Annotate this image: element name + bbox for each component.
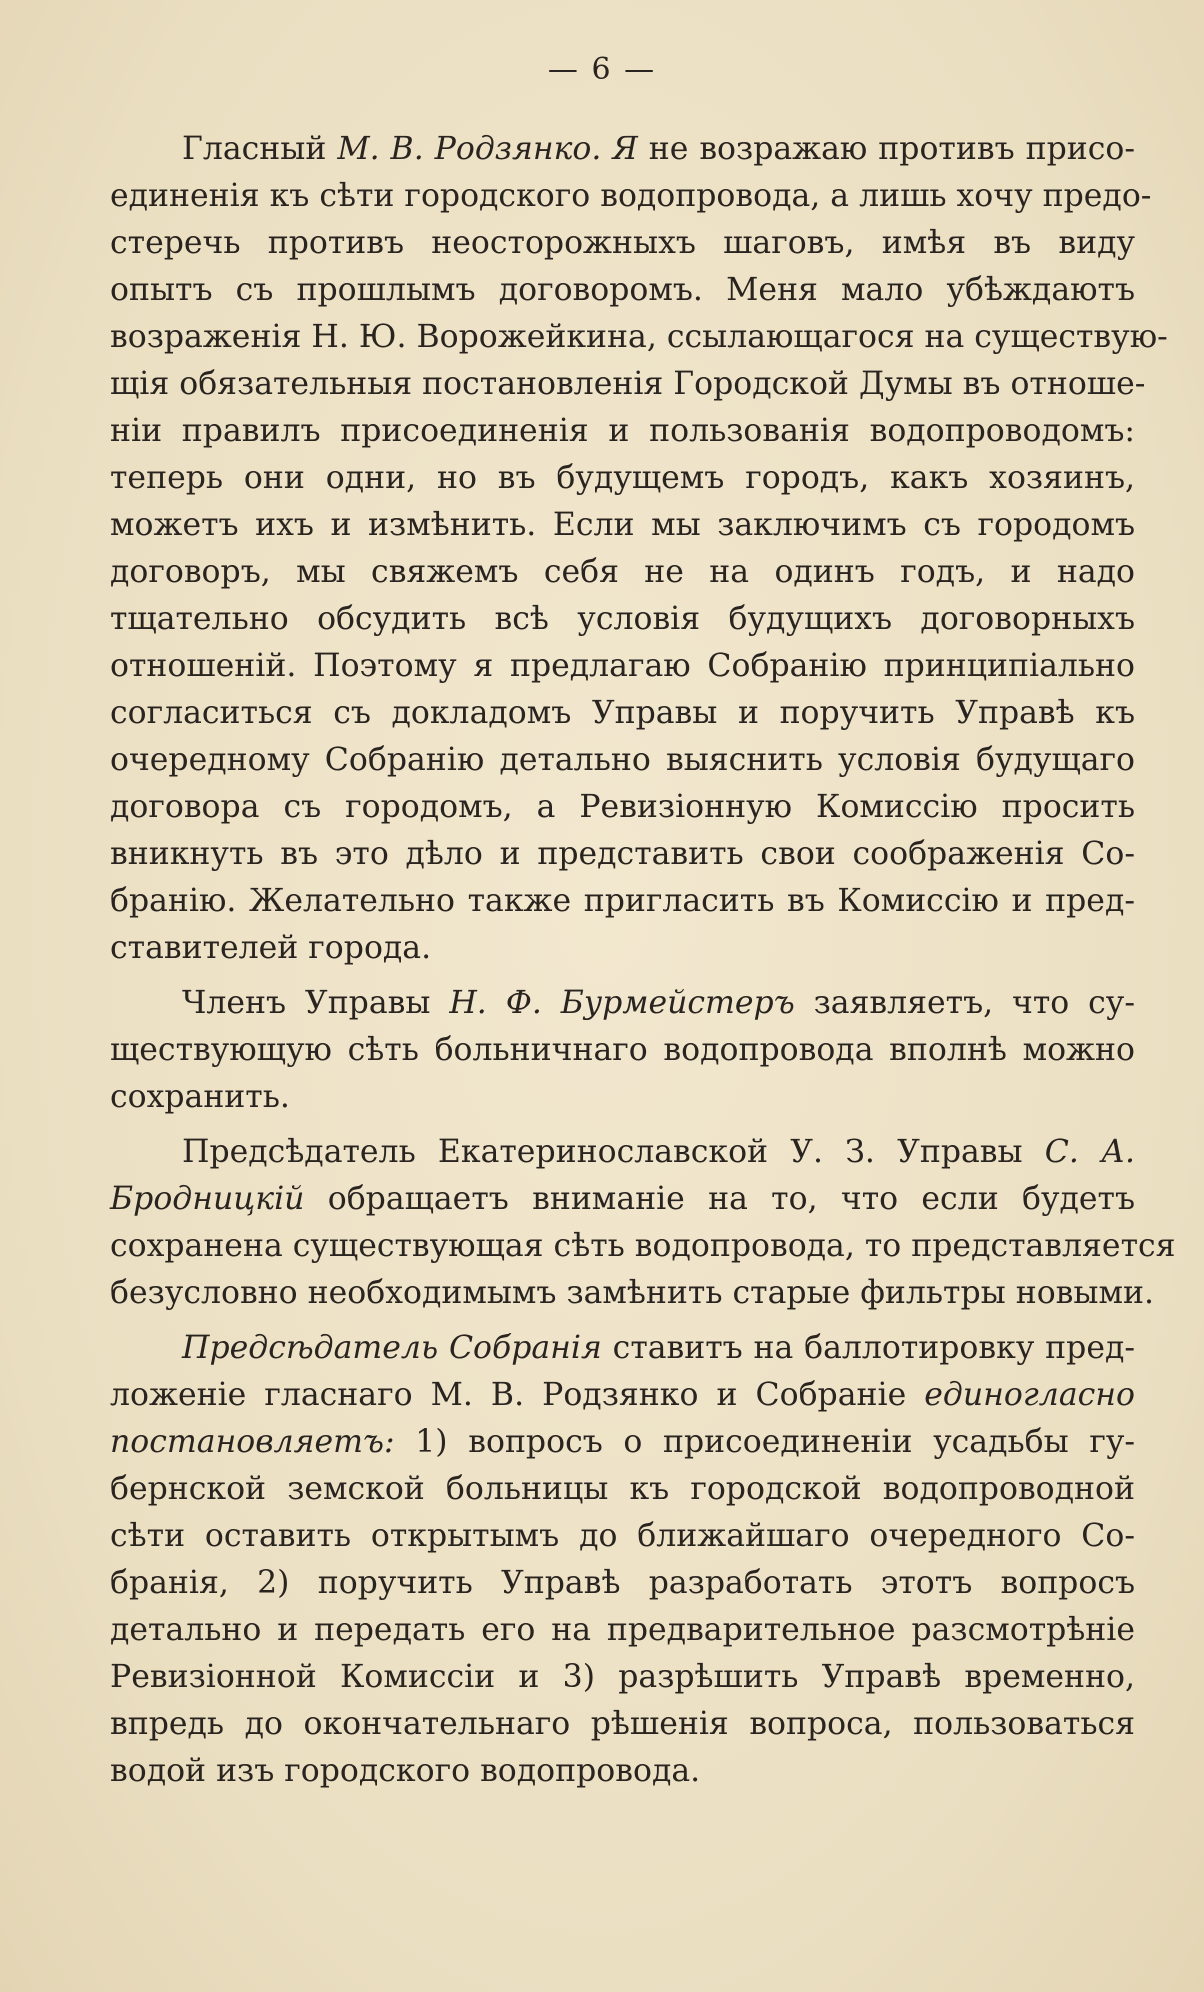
paragraph [110, 1325, 1135, 1795]
text-line: договора съ городомъ, а Ревизіонную Комиссію просить [110, 789, 1135, 825]
text-line: теперь они одни, но въ будущемъ городъ, какъ хозяинъ, [110, 460, 1135, 496]
text-line: бранія, 2) поручить Управѣ разработать этотъ вопросъ [110, 1565, 1135, 1601]
text-line: впредь до окончательнаго рѣшенія вопроса, пользоваться [110, 1706, 1135, 1742]
paragraph-gap [110, 1317, 1135, 1325]
italic-text: единогласно [924, 1377, 1135, 1413]
italic-text: Н. Ф. Бурмейстеръ [449, 985, 795, 1021]
text-line: ставителей города. [110, 930, 432, 966]
paragraph [110, 126, 1168, 972]
italic-text: постановляетъ: [110, 1424, 395, 1460]
text-line: Бродницкій обращаетъ вниманіе на то, что если будетъ [110, 1181, 1135, 1217]
italic-text: М. В. Родзянко. Я [337, 131, 638, 167]
text-line: договоръ, мы свяжемъ себя не на одинъ годъ, и надо [110, 554, 1135, 590]
text-line: бернской земской больницы къ городской водопроводной [110, 1471, 1135, 1507]
text-line: возраженія Н. Ю. Ворожейкина, ссылающагося на существую- [110, 319, 1168, 355]
text-line: постановляетъ: 1) вопросъ о присоединеніи усадьбы гу- [110, 1424, 1135, 1460]
page-number: — 6 — [547, 52, 657, 87]
text-line: тщательно обсудить всѣ условія будущихъ договорныхъ [110, 601, 1135, 637]
paragraph [110, 1129, 1176, 1317]
italic-text: Предсѣдатель Собранія [182, 1330, 602, 1366]
text-line: щія обязательныя постановленія Городской Думы въ отноше- [110, 366, 1146, 402]
text-line: Предсѣдатель Екатеринославской У. З. Управы С. А. [182, 1134, 1135, 1170]
paragraph-gap [110, 972, 1135, 980]
paragraph [110, 980, 1135, 1121]
text-line: Гласный М. В. Родзянко. Я не возражаю противъ присо- [182, 131, 1135, 167]
text-line: детально и передать его на предварительное разсмотрѣніе [110, 1612, 1135, 1648]
text-line: согласиться съ докладомъ Управы и поручить Управѣ къ [110, 695, 1135, 731]
text-line: опытъ съ прошлымъ договоромъ. Меня мало убѣждаютъ [110, 272, 1135, 308]
text-line: единенія къ сѣти городского водопровода, а лишь хочу предо- [110, 178, 1152, 214]
text-line: сохранена существующая сѣть водопровода, то представляется [110, 1228, 1176, 1264]
text-line: водой изъ городского водопровода. [110, 1753, 701, 1789]
text-line: Членъ Управы Н. Ф. Бурмейстеръ заявляетъ, что су- [182, 985, 1135, 1021]
text-line: бранію. Желательно также пригласить въ Комиссію и пред- [110, 883, 1135, 919]
text-line: Предсѣдатель Собранія ставитъ на баллотировку пред- [182, 1330, 1135, 1366]
text-line: можетъ ихъ и измѣнить. Если мы заключимъ съ городомъ [110, 507, 1135, 543]
text-line: вникнуть въ это дѣло и представить свои соображенія Со- [110, 836, 1135, 872]
text-line: ществующую сѣть больничнаго водопровода вполнѣ можно [110, 1032, 1135, 1068]
paragraph-gap [110, 1121, 1135, 1129]
text-line: стеречь противъ неосторожныхъ шаговъ, имѣя въ виду [110, 225, 1135, 261]
text-line: ложеніе гласнаго М. В. Родзянко и Собраніе единогласно [110, 1377, 1135, 1413]
text-line: сѣти оставить открытымъ до ближайшаго очередного Со- [110, 1518, 1135, 1554]
text-line: отношеній. Поэтому я предлагаю Собранію принципіально [110, 648, 1135, 684]
text-line: Ревизіонной Комиссіи и 3) разрѣшить Управѣ временно, [110, 1659, 1135, 1695]
document-body [110, 126, 1176, 1795]
text-line: ніи правилъ присоединенія и пользованія водопроводомъ: [110, 413, 1135, 449]
text-line: безусловно необходимымъ замѣнить старые фильтры новыми. [110, 1275, 1154, 1311]
text-line: сохранить. [110, 1079, 290, 1115]
italic-text: Бродницкій [110, 1181, 305, 1217]
italic-text: С. А. [1044, 1134, 1135, 1170]
text-line: очередному Собранію детально выяснить условія будущаго [110, 742, 1135, 778]
